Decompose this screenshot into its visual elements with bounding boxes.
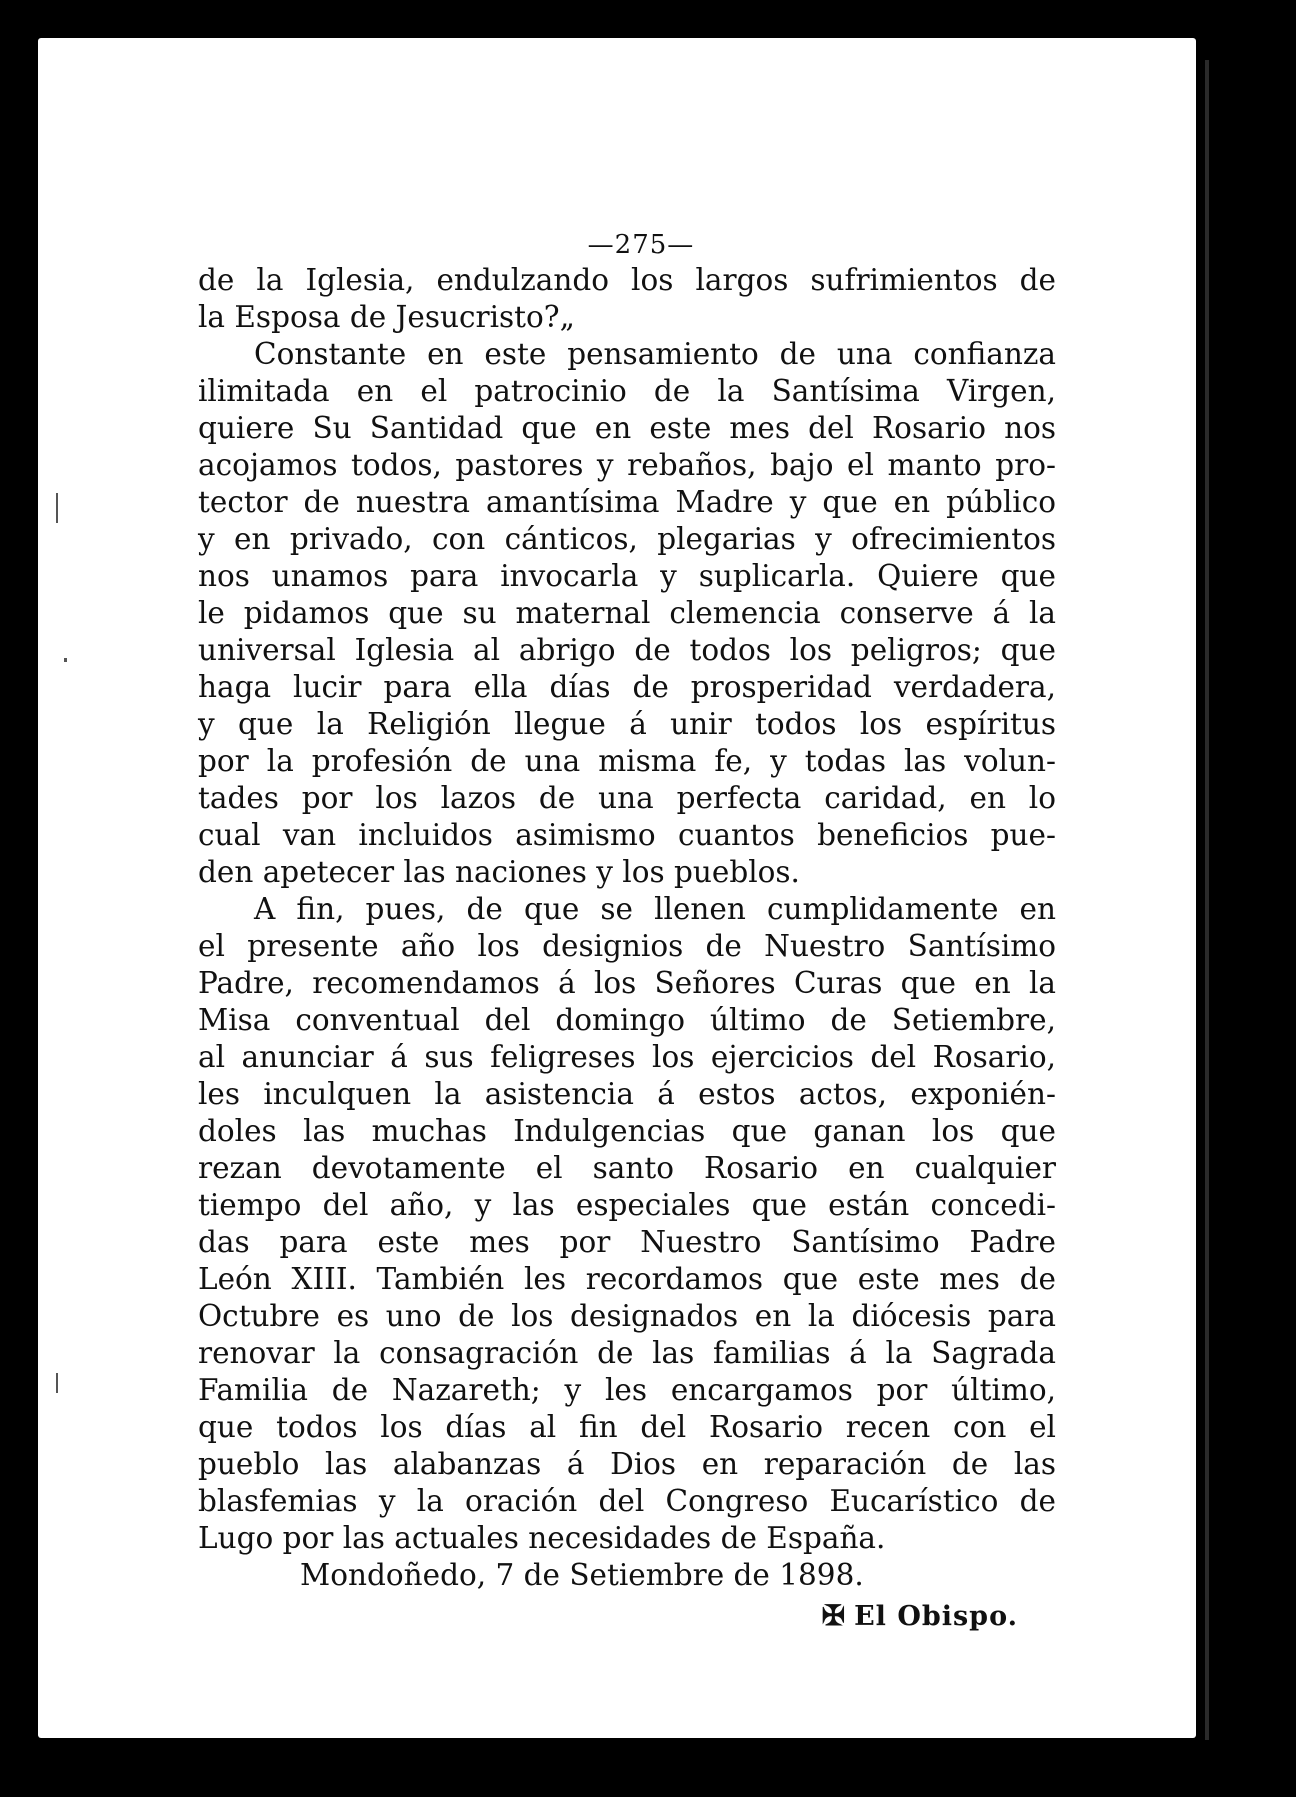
text-line: les inculquen la asistencia á estos actos, exponién- [198,1077,1056,1111]
text-line: tector de nuestra amantísima Madre y que en público [198,485,1056,519]
text-line: acojamos todos, pastores y rebaños, bajo el manto pro- [198,448,1056,482]
text-line: le pidamos que su maternal clemencia conserve á la [198,596,1056,630]
text-line: pueblo las alabanzas á Dios en reparación de las [198,1447,1056,1481]
scan-mark [64,658,67,662]
text-line: el presente año los designios de Nuestro Santísimo [198,929,1056,963]
signature-text: El Obispo. [854,1601,1018,1632]
text-line: la Esposa de Jesucristo?„ [198,300,575,334]
paragraph [198,891,1056,1557]
text-line: den apetecer las naciones y los pueblos. [198,855,800,889]
text-line: quiere Su Santidad que en este mes del Rosario nos [198,411,1056,445]
page-edge [1205,60,1209,1740]
text-line: nos unamos para invocarla y suplicarla. Quiere que [198,559,1056,593]
text-line: Octubre es uno de los designados en la diócesis para [198,1299,1056,1333]
text-line: tades por los lazos de una perfecta caridad, en lo [198,781,1056,815]
text-line: por la profesión de una misma fe, y todas las volun- [198,744,1056,778]
text-line: cual van incluidos asimismo cuantos beneficios pue- [198,818,1056,852]
text-line: Lugo por las actuales necesidades de España. [198,1521,886,1555]
text-line: das para este mes por Nuestro Santísimo Padre [198,1225,1056,1259]
text-line: de la Iglesia, endulzando los largos sufrimientos de [198,263,1056,297]
text-line: Familia de Nazareth; y les encargamos por último, [198,1373,1056,1407]
text-line: doles las muchas Indulgencias que ganan los que [198,1114,1056,1148]
text-line: al anunciar á sus feligreses los ejercicios del Rosario, [198,1040,1056,1074]
text-line: y en privado, con cánticos, plegarias y ofrecimientos [198,522,1056,556]
text-block [198,228,1056,1637]
text-line: renovar la consagración de las familias á la Sagrada [198,1336,1056,1370]
text-line: haga lucir para ella días de prosperidad verdadera, [198,670,1056,704]
text-line: blasfemias y la oración del Congreso Eucarístico de [198,1484,1056,1518]
text-line: rezan devotamente el santo Rosario en cualquier [198,1151,1056,1185]
text-line: y que la Religión llegue á unir todos los espíritus [198,707,1056,741]
text-line: Padre, recomendamos á los Señores Curas que en la [198,966,1056,1000]
cross-icon: ✠ [821,1599,847,1632]
scan-mark [56,1373,58,1393]
text-line: tiempo del año, y las especiales que están concedi- [198,1188,1056,1222]
text-line: Misa conventual del domingo último de Setiembre, [198,1003,1056,1037]
text-line: Constante en este pensamiento de una confianza [254,337,1056,371]
text-line: ilimitada en el patrocinio de la Santísima Virgen, [198,374,1056,408]
text-line: A fin, pues, de que se llenen cumplidamente en [254,892,1056,926]
scan-mark [56,493,58,523]
dateline: Mondoñedo, 7 de Setiembre de 1898. [300,1558,864,1592]
paragraph [198,336,1056,891]
document-page [38,38,1196,1738]
text-line: que todos los días al fin del Rosario recen con el [198,1410,1056,1444]
signature [198,1596,1018,1637]
paragraph [198,262,1056,336]
page-number: —275— [587,230,695,260]
text-line: León XIII. También les recordamos que este mes de [198,1262,1056,1296]
text-line: universal Iglesia al abrigo de todos los peligros; que [198,633,1056,667]
body-text [198,262,1056,1557]
